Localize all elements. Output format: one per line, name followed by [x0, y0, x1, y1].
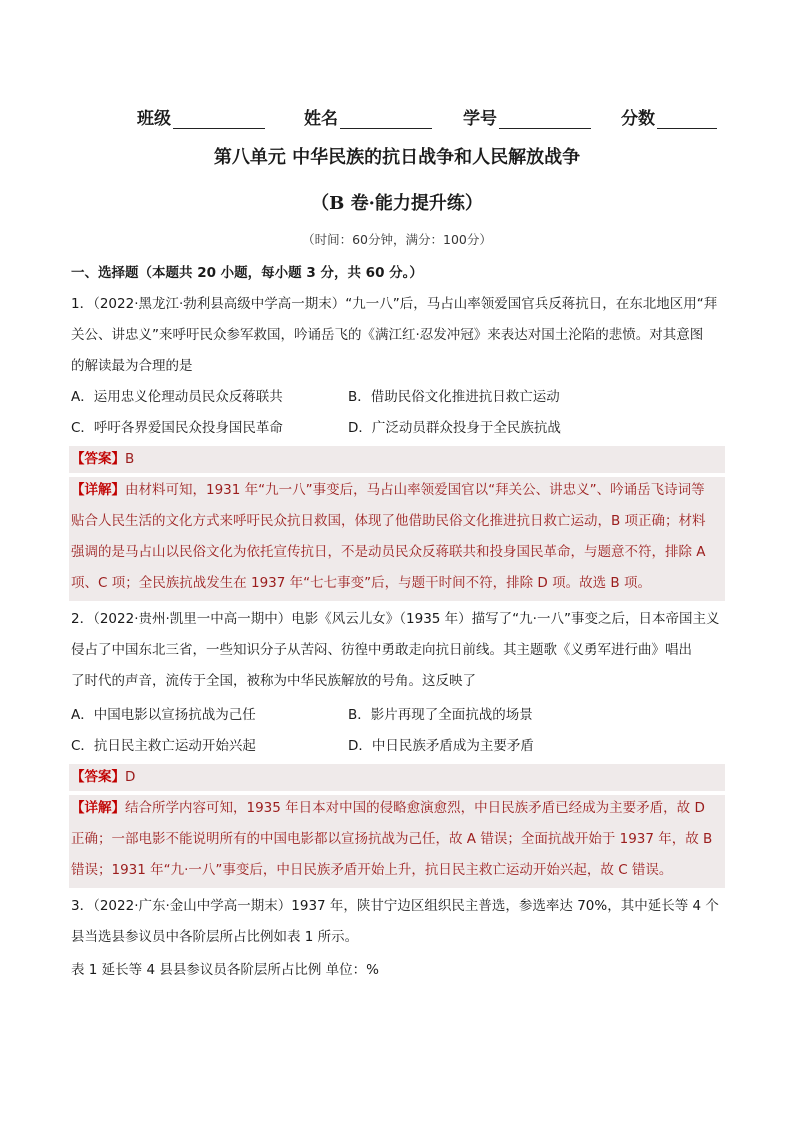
question-1-option-b[interactable]: B．借助民俗文化推进抗日救亡运动 — [348, 389, 560, 405]
question-1-line-2: 关公、讲忠义”来呼吁民众参军救国，吟诵岳飞的《满江红·忍发冲冠》来表达对国土沦陷的悲愤。对其意图 — [71, 327, 704, 343]
name-label: 姓名 — [304, 109, 338, 129]
name-blank[interactable] — [340, 110, 432, 129]
class-label: 班级 — [137, 109, 171, 129]
detail-tag: 【详解】 — [71, 482, 125, 498]
question-1-line-3: 的解读最为合理的是 — [71, 358, 193, 374]
question-2-detail — [71, 793, 727, 886]
student-id-field[interactable] — [463, 104, 591, 129]
question-1-detail — [71, 475, 727, 599]
question-2-line-2: 侵占了中国东北三省，一些知识分子从苦闷、彷徨中勇敢走向抗日前线。其主题歌《义勇军进行曲》唱出 — [71, 642, 692, 658]
student-info-row — [130, 104, 730, 130]
time-note: （时间：60分钟，满分：100分） — [302, 232, 492, 247]
page-subtitle: （B 卷·能力提升练） — [311, 193, 483, 214]
question-2-options-row-1 — [71, 700, 727, 731]
question-1-option-a[interactable]: A．运用忠义伦理动员民众反蒋联共 — [71, 389, 283, 405]
score-field[interactable] — [621, 104, 717, 129]
question-1-detail-line-3: 强调的是马占山以民俗文化为依托宣传抗日，不是动员民众反蒋联共和投身国民革命，与题意不符，排除 A — [71, 544, 706, 560]
question-2-answer — [71, 762, 135, 793]
table-caption: 表 1 延长等 4 县县参议员各阶层所占比例 单位：% — [71, 962, 379, 978]
answer-tag: 【答案】 — [71, 451, 125, 467]
question-1-stem — [71, 289, 727, 382]
question-2-detail-line-3: 错误；1931 年“九·一八”事变后，中日民族矛盾开始上升，抗日民主救亡运动开始兴起，故 C 错误。 — [71, 862, 673, 878]
question-1-options-row-2 — [71, 413, 727, 444]
score-label: 分数 — [621, 109, 655, 129]
question-2-option-c[interactable]: C．抗日民主救亡运动开始兴起 — [71, 738, 256, 754]
question-2-line-3: 了时代的声音，流传于全国，被称为中华民族解放的号角。这反映了 — [71, 673, 476, 689]
question-1-answer-bg — [69, 446, 725, 473]
question-1-line-1: 1．（2022·黑龙江·勃利县高级中学高一期末）“九一八”后，马占山率领爱国官兵反蒋抗日，在东北地区用“拜 — [71, 296, 718, 312]
question-3-line-2: 县当选县参议员中各阶层所占比例如表 1 所示。 — [71, 929, 359, 945]
student-id-blank[interactable] — [499, 110, 591, 129]
question-1-options-row-1 — [71, 382, 727, 413]
class-blank[interactable] — [173, 110, 265, 129]
section-heading: 一、选择题（本题共 20 小题，每小题 3 分，共 60 分。） — [71, 265, 423, 281]
question-2-answer-value: D — [125, 769, 136, 785]
question-2-answer-bg — [69, 764, 725, 791]
question-1-option-d[interactable]: D．广泛动员群众投身于全民族抗战 — [348, 420, 561, 436]
question-3-line-1: 3．（2022·广东·金山中学高一期末）1937 年，陕甘宁边区组织民主普选，参选率达 70%，其中延长等 4 个 — [71, 898, 719, 914]
question-1-detail-line-4: 项、C 项；全民族抗战发生在 1937 年“七七事变”后，与题干时间不符，排除 D 项。故选 B 项。 — [71, 575, 651, 591]
page-title: 第八单元 中华民族的抗日战争和人民解放战争 — [213, 147, 581, 168]
question-3-stem — [71, 891, 727, 953]
question-2-detail-line-1: 【详解】结合所学内容可知，1935 年日本对中国的侵略愈演愈烈，中日民族矛盾已经成为主要矛盾，故 D — [71, 800, 705, 816]
question-1-answer-value: B — [125, 451, 135, 467]
question-1-answer — [71, 444, 134, 475]
question-2-option-b[interactable]: B．影片再现了全面抗战的场景 — [348, 707, 533, 723]
question-2-line-1: 2．（2022·贵州·凯里一中高一期中）电影《风云儿女》（1935 年）描写了“九·一八”事变之后，日本帝国主义 — [71, 611, 720, 627]
name-field[interactable] — [304, 104, 432, 129]
question-1-detail-line-2: 贴合人民生活的文化方式来呼吁民众抗日救国，体现了他借助民俗文化推进抗日救亡运动，B 项正确；材料 — [71, 513, 706, 529]
answer-tag: 【答案】 — [71, 769, 125, 785]
detail-tag: 【详解】 — [71, 800, 125, 816]
question-1-option-c[interactable]: C．呼吁各界爱国民众投身国民革命 — [71, 420, 283, 436]
question-2-options-row-2 — [71, 731, 727, 762]
question-1-detail-line-1: 【详解】由材料可知，1931 年“九一八”事变后，马占山率领爱国官以“拜关公、讲忠义”、吟诵岳飞诗词等 — [71, 482, 705, 498]
question-2-detail-line-2: 正确；一部电影不能说明所有的中国电影都以宣扬抗战为己任，故 A 错误；全面抗战开始于 1937 年，故 B — [71, 831, 713, 847]
class-field[interactable] — [137, 104, 265, 129]
question-2-stem — [71, 604, 727, 697]
student-id-label: 学号 — [463, 109, 497, 129]
question-2-option-a[interactable]: A．中国电影以宣扬抗战为己任 — [71, 707, 256, 723]
score-blank[interactable] — [657, 110, 717, 129]
question-2-option-d[interactable]: D．中日民族矛盾成为主要矛盾 — [348, 738, 534, 754]
